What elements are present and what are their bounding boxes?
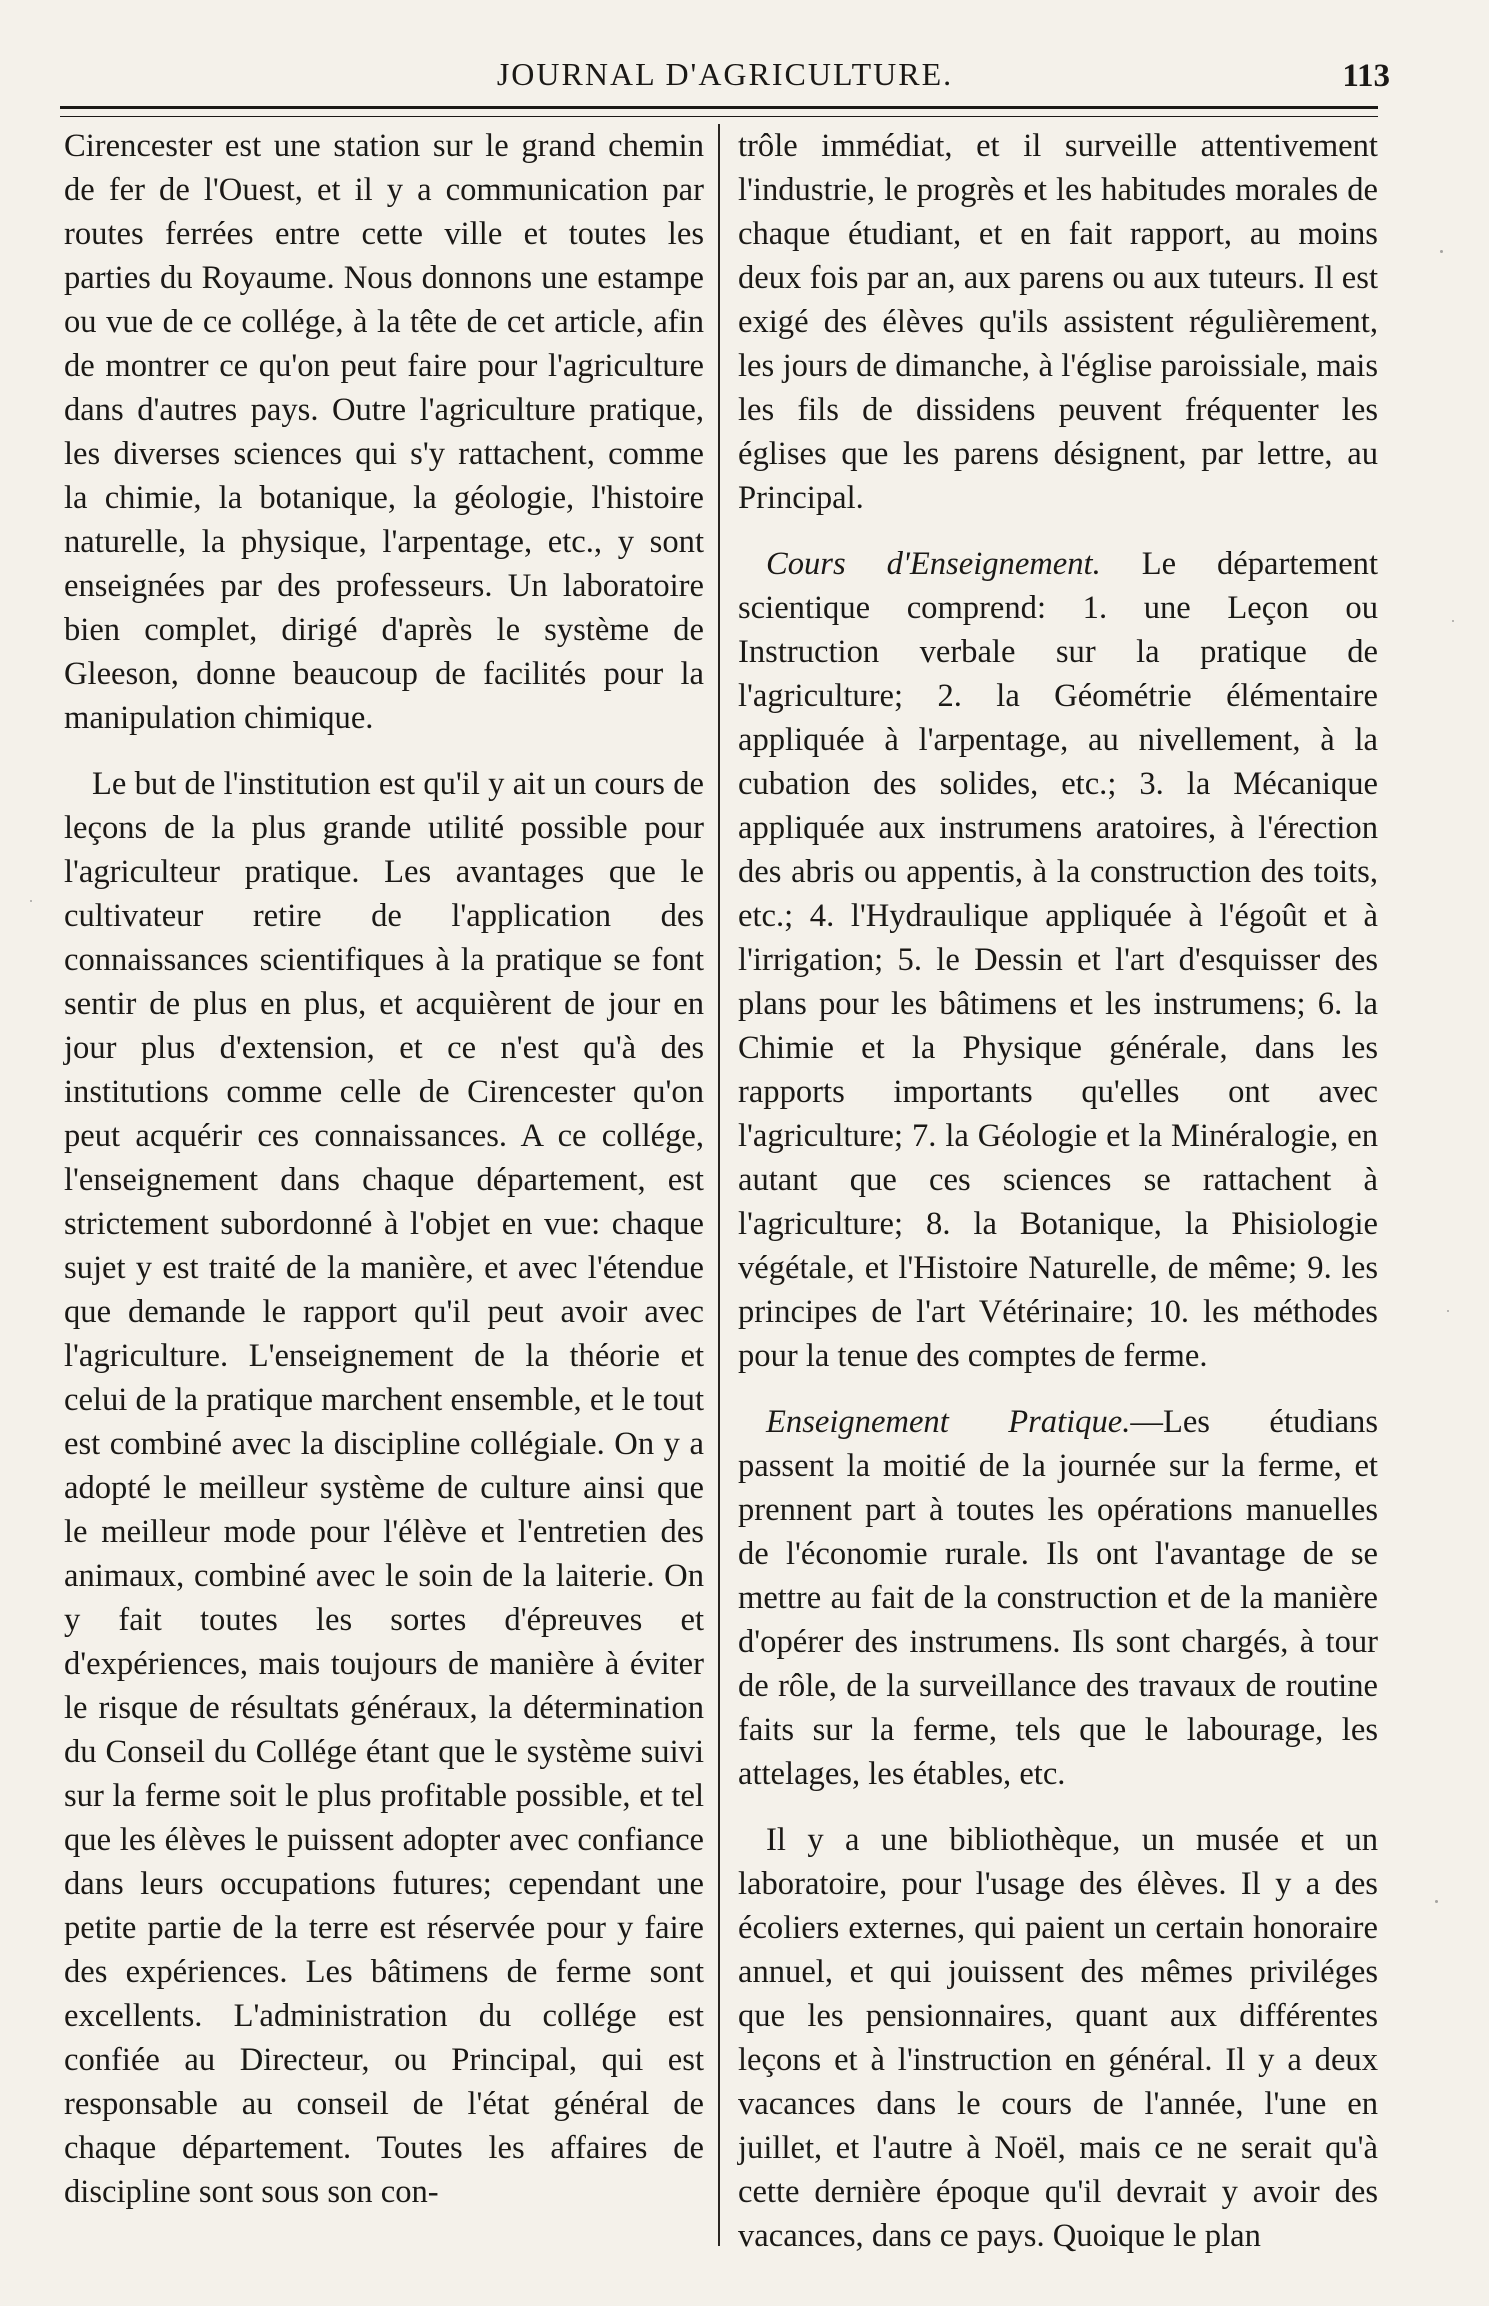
print-speck xyxy=(30,900,32,902)
print-speck xyxy=(1452,620,1454,622)
page-number: 113 xyxy=(1342,58,1390,94)
header-rule-thick xyxy=(60,106,1378,109)
heading-cours-enseignement: Cours d'Enseignement. xyxy=(766,546,1101,582)
print-speck xyxy=(1447,1310,1449,1312)
left-column xyxy=(64,124,704,2214)
paragraph-cirencester-station: Cirencester est une station sur le grand chemin de fer de l'Ouest, et il y a communication par routes ferrées entre cette ville et toutes les parties du Royaume. Nous donnons une estampe ou vue de ce collége, à la tête de cet article, afin de montrer ce qu'on peut faire pour l'agriculture dans d'autres pays. Outre l'agriculture pratique, les diverses sciences qui s'y rattachent, comme la chimie, la botanique, la géologie, l'histoire naturelle, la physique, l'arpentage, etc., y sont enseignées par des professeurs. Un laboratoire bien complet, dirigé d'après le système de Gleeson, donne beaucoup de facilités pour la manipulation chimique. xyxy=(64,128,704,736)
right-column xyxy=(738,124,1378,2258)
paragraph-institution-purpose: Le but de l'institution est qu'il y ait un cours de leçons de la plus grande utilité possible pour l'agriculteur pratique. Les avantages que le cultivateur retire de l'application des connaissances scientifiques à la pratique se font sentir de plus en plus, et acquièrent de jour en jour plus d'extension, et ce n'est qu'à des institutions comme celle de Cirencester qu'on peut acquérir ces connaissances. A ce collége, l'enseignement dans chaque département, est strictement subordonné à l'objet en vue: chaque sujet y est traité de la manière, et avec l'étendue que demande le rapport qu'il peut avoir avec l'agriculture. L'enseignement de la théorie et celui de la pratique marchent ensemble, et le tout est combiné avec la discipline collégiale. On y a adopté le meilleur système de culture ainsi que le meilleur mode pour l'élève et l'entretien des animaux, combiné avec le soin de la laiterie. On y fait toutes les sortes d'épreuves et d'expériences, mais toujours de manière à éviter le risque de résultats généraux, la détermination du Conseil du Collége étant que le système suivi sur la ferme soit le plus profitable possible, et tel que les élèves le puissent adopter avec confiance dans leurs occupations futures; cependant une petite partie de la terre est réservée pour y faire des expériences. Les bâtimens de ferme sont excellents. L'administration du collége est confiée au Directeur, ou Principal, qui est responsable au conseil de l'état général de chaque département. Toutes les affaires de discipline sont sous son con- xyxy=(64,766,704,2210)
print-speck xyxy=(1435,1900,1438,1903)
text-enseignement-pratique: —Les étudians passent la moitié de la journée sur la ferme, et prennent part à toutes les opérations manuelles de l'économie rurale. Ils ont l'avantage de se mettre au fait de la construction et de la manière d'opérer des instrumens. Ils sont chargés, à tour de rôle, de la surveillance des travaux de routine faits sur la ferme, tels que le labourage, les attelages, les étables, etc. xyxy=(738,1404,1378,1792)
paragraph-cours-enseignement xyxy=(738,542,1378,1378)
page-header xyxy=(60,52,1390,102)
header-rule-thin xyxy=(60,116,1378,117)
print-speck xyxy=(1440,250,1443,253)
heading-enseignement-pratique: Enseignement Pratique. xyxy=(766,1404,1131,1440)
paragraph-enseignement-pratique xyxy=(738,1400,1378,1796)
paragraph-bibliotheque-vacances: Il y a une bibliothèque, un musée et un laboratoire, pour l'usage des élèves. Il y a des écoliers externes, qui paient un certain honoraire annuel, et qui jouissent des mêmes priviléges que les pensionnaires, quant aux différentes leçons et à l'instruction en général. Il y a deux vacances dans le cours de l'année, l'une en juillet, et l'autre à Noël, mais ce ne serait qu'à cette dernière époque qu'il devrait y avoir des vacances, dans ce pays. Quoique le plan xyxy=(738,1822,1378,2254)
running-title: JOURNAL D'AGRICULTURE. xyxy=(496,56,954,92)
paragraph-discipline-control: trôle immédiat, et il surveille attentivement l'industrie, le progrès et les habitudes morales de chaque étudiant, et en fait rapport, au moins deux fois par an, aux parens ou aux tuteurs. Il est exigé des élèves qu'ils assistent régulièrement, les jours de dimanche, à l'église paroissiale, mais les fils de dissidens peuvent fréquenter les églises que les parens désignent, par lettre, au Principal. xyxy=(738,128,1378,516)
column-divider xyxy=(718,124,720,2246)
text-cours-enseignement: Le département scientique comprend: 1. une Leçon ou Instruction verbale sur la pratique de l'agriculture; 2. la Géométrie élémentaire appliquée à l'arpentage, au nivellement, à la cubation des solides, etc.; 3. la Mécanique appliquée aux instrumens aratoires, à l'érection des abris ou appentis, à la construction des toits, etc.; 4. l'Hydraulique appliquée à l'égoût et à l'irrigation; 5. le Dessin et l'art d'esquisser des plans pour les bâtimens et les instrumens; 6. la Chimie et la Physique générale, dans les rapports importants qu'elles ont avec l'agriculture; 7. la Géologie et la Minéralogie, en autant que ces sciences se rattachent à l'agriculture; 8. la Botanique, la Phisiologie végétale, et l'Histoire Naturelle, de même; 9. les principes de l'art Vétérinaire; 10. les méthodes pour la tenue des comptes de ferme. xyxy=(738,546,1378,1374)
